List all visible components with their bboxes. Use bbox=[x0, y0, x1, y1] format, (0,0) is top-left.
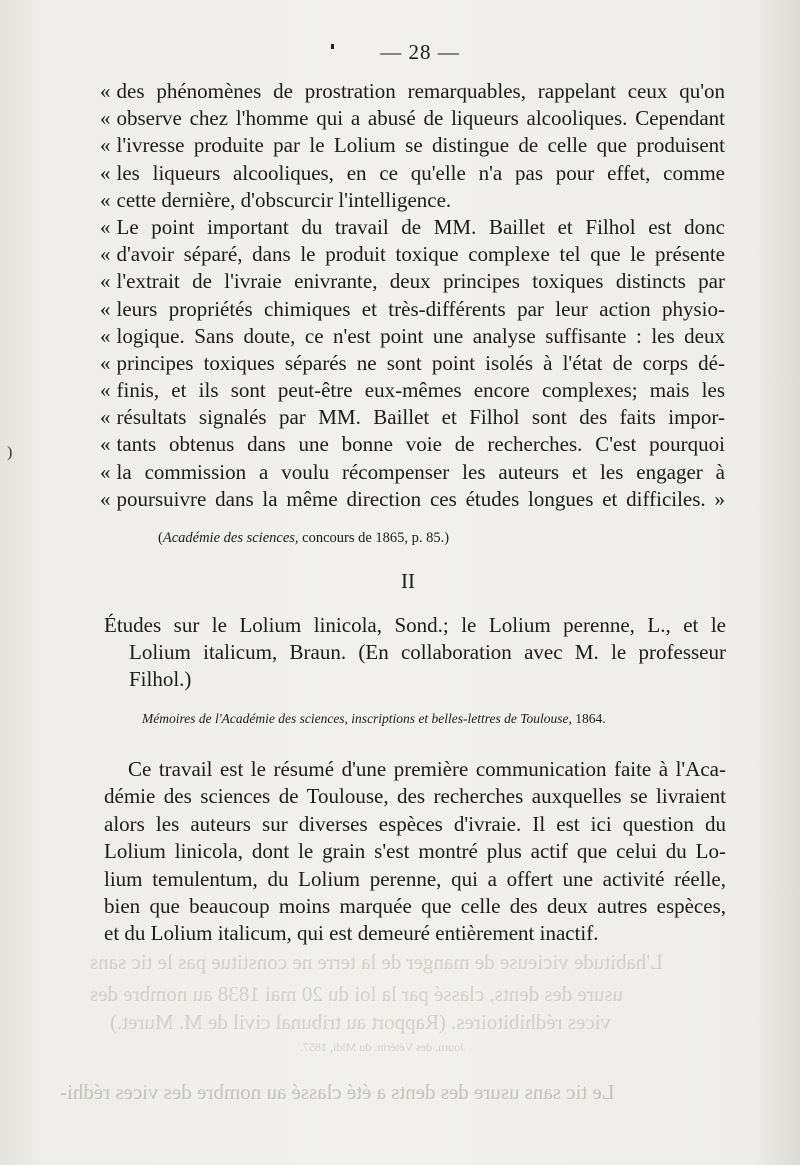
margin-mark: ) bbox=[7, 444, 13, 461]
paragraph-line: démie des sciences de Toulouse, des recherches auxquelles se livraient bbox=[104, 784, 726, 809]
quote-line: « la commission a voulu récompenser les auteurs et les engager à bbox=[100, 459, 725, 484]
entry-line: Filhol.) bbox=[129, 667, 192, 691]
quote-line: « résultats signalés par MM. Baillet et Filhol sont des faits impor- bbox=[100, 405, 725, 430]
quote-line: « d'avoir séparé, dans le produit toxique complexe tel que le présente bbox=[100, 242, 725, 267]
paragraph-line: lium temulentum, du Lolium perenne, qui a offert une activité réelle, bbox=[104, 866, 726, 891]
quote-line: « l'extrait de l'ivraie enivrante, deux principes toxiques distincts par bbox=[100, 269, 725, 294]
bleed-through-line: L'habitude vicieuse de manger de la terre ne constitue pas le tic sans bbox=[90, 950, 663, 974]
quote-line: « tants obtenus dans une bonne voie de recherches. C'est pourquoi bbox=[100, 432, 725, 457]
bleed-through-line: vices rédhibitoires. (Rapport au tribunal civil de M. Muret.) bbox=[110, 1010, 611, 1034]
paragraph-line: Ce travail est le résumé d'une première communication faite à l'Aca- bbox=[128, 757, 726, 781]
quote-line: « leurs propriétés chimiques et très-différents par leur action physio- bbox=[100, 296, 725, 321]
quote-line: « les liqueurs alcooliques, en ce qu'elle n'a pas pour effet, comme bbox=[100, 160, 725, 185]
paragraph-line: bien que beaucoup moins marquée que celle des deux autres espèces, bbox=[104, 893, 726, 918]
quote-line: « observe chez l'homme qui a abusé de liqueurs alcooliques. Cependant bbox=[100, 106, 725, 131]
quote-line: « des phénomènes de prostration remarquables, rappelant ceux qu'on bbox=[100, 79, 725, 103]
quote-line: « poursuivre dans la même direction ces études longues et difficiles. » bbox=[100, 486, 725, 511]
quote-line: « l'ivresse produite par le Lolium se distingue de celle que produisent bbox=[100, 133, 725, 158]
quoted-report bbox=[100, 78, 725, 513]
quote-line: « logique. Sans doute, ce n'est point une analyse suffisante : les deux bbox=[100, 323, 725, 348]
citation: (Académie des sciences, concours de 1865, p. 85.) bbox=[158, 530, 450, 546]
quote-line: « Le point important du travail de MM. Baillet et Filhol est donc bbox=[100, 214, 725, 239]
paragraph-line: Lolium linicola, dont le grain s'est montré plus actif que celui du Lo- bbox=[104, 839, 726, 864]
bleed-through-line: Le tic sans usure des dents a été classé au nombre des vices rédhi- bbox=[60, 1080, 615, 1104]
bleed-through-line: usure des dents, classé par la loi du 20 mai 1838 au nombre des bbox=[90, 982, 624, 1006]
page-number: — 28 — bbox=[380, 40, 460, 64]
source-reference: Mémoires de l'Académie des sciences, inscriptions et belles-lettres de Toulouse, 1864. bbox=[142, 711, 606, 726]
bleed-through-line: Journ. des Vétérin. du Midi, 1857. bbox=[300, 1040, 465, 1054]
quote-line: « finis, et ils sont peut-être eux-mêmes encore complexes; mais les bbox=[100, 378, 725, 403]
paragraph-line: et du Lolium italicum, qui est demeuré entièrement inactif. bbox=[104, 921, 599, 946]
quote-line: « principes toxiques séparés ne sont point isolés à l'état de corps dé- bbox=[100, 350, 725, 375]
section-number: II bbox=[401, 569, 415, 593]
paragraph-line: alors les auteurs sur diverses espèces d'ivraie. Il est ici question du bbox=[104, 811, 726, 836]
summary-paragraph bbox=[104, 756, 726, 948]
quote-line: « cette dernière, d'obscurcir l'intelligence. bbox=[100, 187, 452, 212]
entry-line: Lolium italicum, Braun. (En collaboration avec M. le professeur bbox=[129, 640, 726, 664]
entry-line: Études sur le Lolium linicola, Sond.; le Lolium perenne, L., et le bbox=[104, 613, 726, 637]
bibliography-entry bbox=[104, 612, 726, 693]
